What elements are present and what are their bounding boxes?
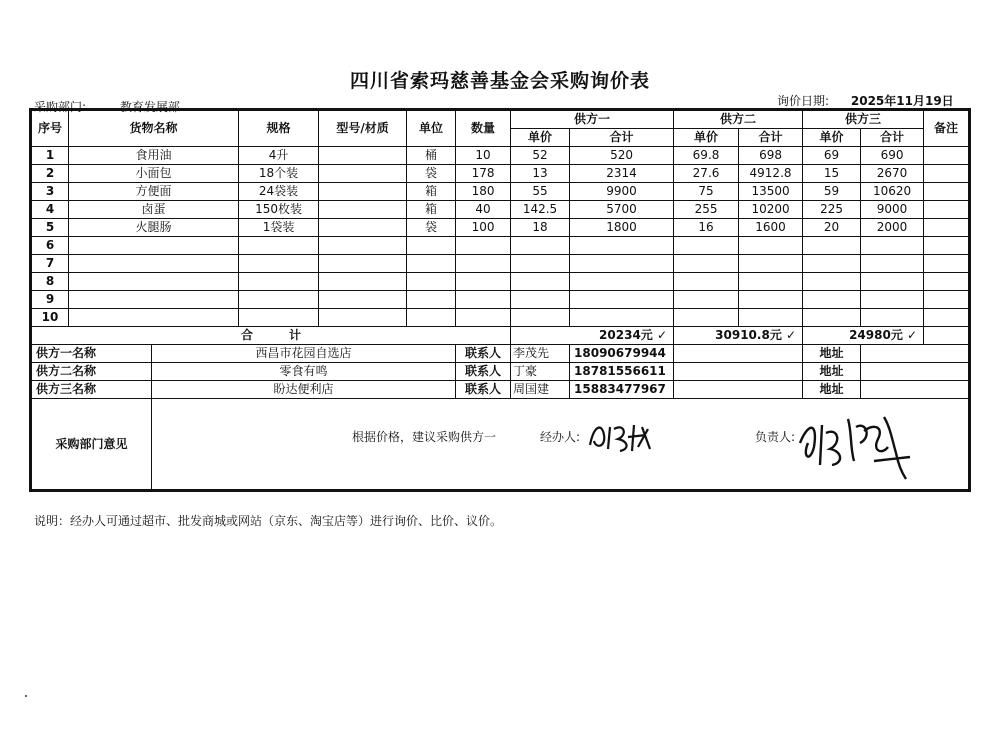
header-s1-price: 单价 bbox=[511, 129, 570, 147]
totals-label: 合 计 bbox=[32, 327, 511, 345]
cell-remark bbox=[924, 273, 969, 291]
cell-s3-price bbox=[803, 237, 861, 255]
cell-s1-price: 142.5 bbox=[511, 201, 570, 219]
contact-name: 丁豪 bbox=[511, 363, 570, 381]
cell-remark bbox=[924, 147, 969, 165]
cell-qty bbox=[456, 309, 511, 327]
footnote: 说明：经办人可通过超市、批发商城或网站（京东、淘宝店等）进行询价、比价、议价。 bbox=[34, 514, 503, 528]
cell-s3-total bbox=[861, 255, 924, 273]
cell-s1-total: 9900 bbox=[570, 183, 674, 201]
cell-seq: 5 bbox=[32, 219, 69, 237]
cell-s1-price: 13 bbox=[511, 165, 570, 183]
cell-model bbox=[319, 147, 407, 165]
date-label: 询价日期: bbox=[777, 94, 830, 108]
form-title: 四川省索玛慈善基金会采购询价表 bbox=[349, 70, 650, 92]
cell-remark bbox=[924, 219, 969, 237]
cell-remark bbox=[924, 183, 969, 201]
table-row bbox=[32, 309, 969, 327]
cell-s1-total: 5700 bbox=[570, 201, 674, 219]
cell-qty bbox=[456, 237, 511, 255]
cell-unit: 箱 bbox=[407, 183, 456, 201]
cell-qty bbox=[456, 273, 511, 291]
cell-spec bbox=[239, 237, 319, 255]
cell-s2-price bbox=[674, 291, 739, 309]
cell-s3-price: 20 bbox=[803, 219, 861, 237]
header-supplier-1: 供方一 bbox=[511, 111, 674, 129]
cell-remark bbox=[924, 237, 969, 255]
cell-qty: 10 bbox=[456, 147, 511, 165]
cell-s2-price bbox=[674, 237, 739, 255]
cell-s2-price: 255 bbox=[674, 201, 739, 219]
cell-s3-price bbox=[803, 309, 861, 327]
cell-qty: 100 bbox=[456, 219, 511, 237]
header-supplier-3: 供方三 bbox=[803, 111, 924, 129]
supplier-2-total: 30910.8元 ✓ bbox=[674, 327, 803, 345]
cell-goods-name bbox=[69, 237, 239, 255]
cell-s1-total bbox=[570, 291, 674, 309]
opinion-row bbox=[32, 399, 969, 490]
department-value: 教育发展部 bbox=[119, 100, 180, 114]
cell-s3-total: 690 bbox=[861, 147, 924, 165]
cell-goods-name bbox=[69, 291, 239, 309]
address-label: 地址 bbox=[803, 345, 861, 363]
cell-goods-name: 食用油 bbox=[69, 147, 239, 165]
cell-model bbox=[319, 201, 407, 219]
cell-seq: 2 bbox=[32, 165, 69, 183]
cell-seq: 9 bbox=[32, 291, 69, 309]
opinion-label: 采购部门意见 bbox=[32, 399, 152, 490]
cell-s1-total bbox=[570, 237, 674, 255]
cell-goods-name: 小面包 bbox=[69, 165, 239, 183]
cell-spec bbox=[239, 255, 319, 273]
address-label: 地址 bbox=[803, 363, 861, 381]
cell-qty: 180 bbox=[456, 183, 511, 201]
totals-row bbox=[32, 327, 969, 345]
cell-s2-total: 698 bbox=[739, 147, 803, 165]
supplier-name: 盼达便利店 bbox=[152, 381, 456, 399]
cell-s2-total: 13500 bbox=[739, 183, 803, 201]
cell-seq: 6 bbox=[32, 237, 69, 255]
cell-qty: 40 bbox=[456, 201, 511, 219]
cell-model bbox=[319, 291, 407, 309]
cell-spec bbox=[239, 291, 319, 309]
supplier-label: 供方三名称 bbox=[32, 381, 152, 399]
cell-spec: 150枚装 bbox=[239, 201, 319, 219]
cell-s1-price bbox=[511, 255, 570, 273]
cell-seq: 3 bbox=[32, 183, 69, 201]
contact-label: 联系人 bbox=[456, 363, 511, 381]
supplier-row bbox=[32, 345, 969, 363]
cell-s1-price bbox=[511, 273, 570, 291]
header-s3-price: 单价 bbox=[803, 129, 861, 147]
cell-s2-price: 27.6 bbox=[674, 165, 739, 183]
address-value bbox=[861, 381, 969, 399]
header-remark: 备注 bbox=[924, 111, 969, 147]
cell-qty: 178 bbox=[456, 165, 511, 183]
contact-label: 联系人 bbox=[456, 345, 511, 363]
header-s1-total: 合计 bbox=[570, 129, 674, 147]
cell-s1-total bbox=[570, 273, 674, 291]
date-value: 2025年11月19日 bbox=[850, 94, 954, 108]
totals-remark bbox=[924, 327, 969, 345]
cell-goods-name: 方便面 bbox=[69, 183, 239, 201]
cell-goods-name: 火腿肠 bbox=[69, 219, 239, 237]
contact-phone: 18090679944 bbox=[570, 345, 674, 363]
cell-s3-total: 9000 bbox=[861, 201, 924, 219]
cell-s3-total: 2670 bbox=[861, 165, 924, 183]
cell-s2-total bbox=[739, 309, 803, 327]
cell-s2-price bbox=[674, 273, 739, 291]
cell-model bbox=[319, 219, 407, 237]
supplier-1-total: 20234元 ✓ bbox=[511, 327, 674, 345]
cell-model bbox=[319, 255, 407, 273]
cell-unit: 桶 bbox=[407, 147, 456, 165]
cell-s1-price: 52 bbox=[511, 147, 570, 165]
table-row bbox=[32, 183, 969, 201]
cell-seq: 4 bbox=[32, 201, 69, 219]
cell-s2-total bbox=[739, 237, 803, 255]
cell-s3-price bbox=[803, 291, 861, 309]
cell-unit bbox=[407, 237, 456, 255]
supplier-label: 供方一名称 bbox=[32, 345, 152, 363]
cell-spec: 1袋装 bbox=[239, 219, 319, 237]
cell-model bbox=[319, 309, 407, 327]
cell-s3-price bbox=[803, 273, 861, 291]
supplier-name: 西昌市花园自选店 bbox=[152, 345, 456, 363]
scan-speck bbox=[25, 695, 27, 697]
address-value bbox=[861, 363, 969, 381]
responsible-signature bbox=[792, 403, 922, 483]
cell-s2-price bbox=[674, 255, 739, 273]
cell-s3-total bbox=[861, 291, 924, 309]
cell-s3-price: 59 bbox=[803, 183, 861, 201]
cell-unit: 袋 bbox=[407, 165, 456, 183]
cell-remark bbox=[924, 255, 969, 273]
cell-seq: 7 bbox=[32, 255, 69, 273]
cell-s2-total bbox=[739, 255, 803, 273]
cell-seq: 10 bbox=[32, 309, 69, 327]
cell-s3-total bbox=[861, 237, 924, 255]
cell-model bbox=[319, 273, 407, 291]
cell-goods-name bbox=[69, 273, 239, 291]
handler-signature bbox=[584, 415, 664, 455]
cell-unit bbox=[407, 255, 456, 273]
cell-s1-price bbox=[511, 237, 570, 255]
cell-spec: 24袋装 bbox=[239, 183, 319, 201]
responsible-label: 负责人: bbox=[755, 430, 796, 444]
cell-s1-total: 1800 bbox=[570, 219, 674, 237]
cell-model bbox=[319, 183, 407, 201]
cell-s2-price: 16 bbox=[674, 219, 739, 237]
opinion-text: 根据价格，建议采购供方一 bbox=[352, 430, 497, 444]
cell-s3-total: 10620 bbox=[861, 183, 924, 201]
table-row bbox=[32, 219, 969, 237]
cell-seq: 8 bbox=[32, 273, 69, 291]
cell-s3-price: 69 bbox=[803, 147, 861, 165]
cell-spec bbox=[239, 273, 319, 291]
cell-spec: 4升 bbox=[239, 147, 319, 165]
cell-unit bbox=[407, 309, 456, 327]
cell-qty bbox=[456, 291, 511, 309]
cell-s2-price bbox=[674, 309, 739, 327]
header-goods-name: 货物名称 bbox=[69, 111, 239, 147]
handler-label: 经办人: bbox=[540, 430, 581, 444]
cell-s1-total bbox=[570, 309, 674, 327]
cell-s3-total: 2000 bbox=[861, 219, 924, 237]
cell-s2-total: 1600 bbox=[739, 219, 803, 237]
cell-unit: 袋 bbox=[407, 219, 456, 237]
supplier-blank bbox=[674, 381, 803, 399]
cell-s3-price: 15 bbox=[803, 165, 861, 183]
cell-s2-total: 10200 bbox=[739, 201, 803, 219]
table-row bbox=[32, 255, 969, 273]
cell-remark bbox=[924, 201, 969, 219]
cell-s1-price: 18 bbox=[511, 219, 570, 237]
supplier-label: 供方二名称 bbox=[32, 363, 152, 381]
cell-s1-total: 520 bbox=[570, 147, 674, 165]
table-row bbox=[32, 201, 969, 219]
opinion-cell bbox=[152, 399, 969, 490]
cell-s1-price bbox=[511, 291, 570, 309]
cell-s1-total: 2314 bbox=[570, 165, 674, 183]
cell-remark bbox=[924, 309, 969, 327]
department-label: 采购部门: bbox=[34, 100, 87, 114]
header-supplier-2: 供方二 bbox=[674, 111, 803, 129]
header-qty: 数量 bbox=[456, 111, 511, 147]
cell-s1-total bbox=[570, 255, 674, 273]
cell-s2-price: 75 bbox=[674, 183, 739, 201]
contact-name: 李茂先 bbox=[511, 345, 570, 363]
header-model: 型号/材质 bbox=[319, 111, 407, 147]
header-s2-price: 单价 bbox=[674, 129, 739, 147]
cell-unit bbox=[407, 291, 456, 309]
cell-s3-total bbox=[861, 273, 924, 291]
cell-spec: 18个装 bbox=[239, 165, 319, 183]
cell-goods-name: 卤蛋 bbox=[69, 201, 239, 219]
table-row bbox=[32, 291, 969, 309]
cell-unit: 箱 bbox=[407, 201, 456, 219]
cell-qty bbox=[456, 255, 511, 273]
cell-remark bbox=[924, 291, 969, 309]
cell-spec bbox=[239, 309, 319, 327]
cell-s2-total: 4912.8 bbox=[739, 165, 803, 183]
cell-s3-price bbox=[803, 255, 861, 273]
inquiry-table bbox=[31, 110, 969, 490]
table-row bbox=[32, 165, 969, 183]
cell-s1-price: 55 bbox=[511, 183, 570, 201]
address-label: 地址 bbox=[803, 381, 861, 399]
cell-s2-price: 69.8 bbox=[674, 147, 739, 165]
cell-seq: 1 bbox=[32, 147, 69, 165]
header-spec: 规格 bbox=[239, 111, 319, 147]
cell-s1-price bbox=[511, 309, 570, 327]
contact-name: 周国建 bbox=[511, 381, 570, 399]
contact-label: 联系人 bbox=[456, 381, 511, 399]
table-row bbox=[32, 273, 969, 291]
supplier-row bbox=[32, 381, 969, 399]
cell-model bbox=[319, 165, 407, 183]
inquiry-date bbox=[777, 92, 954, 109]
contact-phone: 18781556611 bbox=[570, 363, 674, 381]
supplier-row bbox=[32, 363, 969, 381]
cell-remark bbox=[924, 165, 969, 183]
supplier-blank bbox=[674, 345, 803, 363]
table-row bbox=[32, 237, 969, 255]
cell-s3-total bbox=[861, 309, 924, 327]
cell-model bbox=[319, 237, 407, 255]
header-seq: 序号 bbox=[32, 111, 69, 147]
cell-unit bbox=[407, 273, 456, 291]
contact-phone: 15883477967 bbox=[570, 381, 674, 399]
header-s2-total: 合计 bbox=[739, 129, 803, 147]
cell-goods-name bbox=[69, 309, 239, 327]
supplier-blank bbox=[674, 363, 803, 381]
header-unit: 单位 bbox=[407, 111, 456, 147]
cell-s2-total bbox=[739, 291, 803, 309]
supplier-3-total: 24980元 ✓ bbox=[803, 327, 924, 345]
cell-s2-total bbox=[739, 273, 803, 291]
table-row bbox=[32, 147, 969, 165]
cell-goods-name bbox=[69, 255, 239, 273]
supplier-name: 零食有鸣 bbox=[152, 363, 456, 381]
cell-s3-price: 225 bbox=[803, 201, 861, 219]
address-value bbox=[861, 345, 969, 363]
header-s3-total: 合计 bbox=[861, 129, 924, 147]
